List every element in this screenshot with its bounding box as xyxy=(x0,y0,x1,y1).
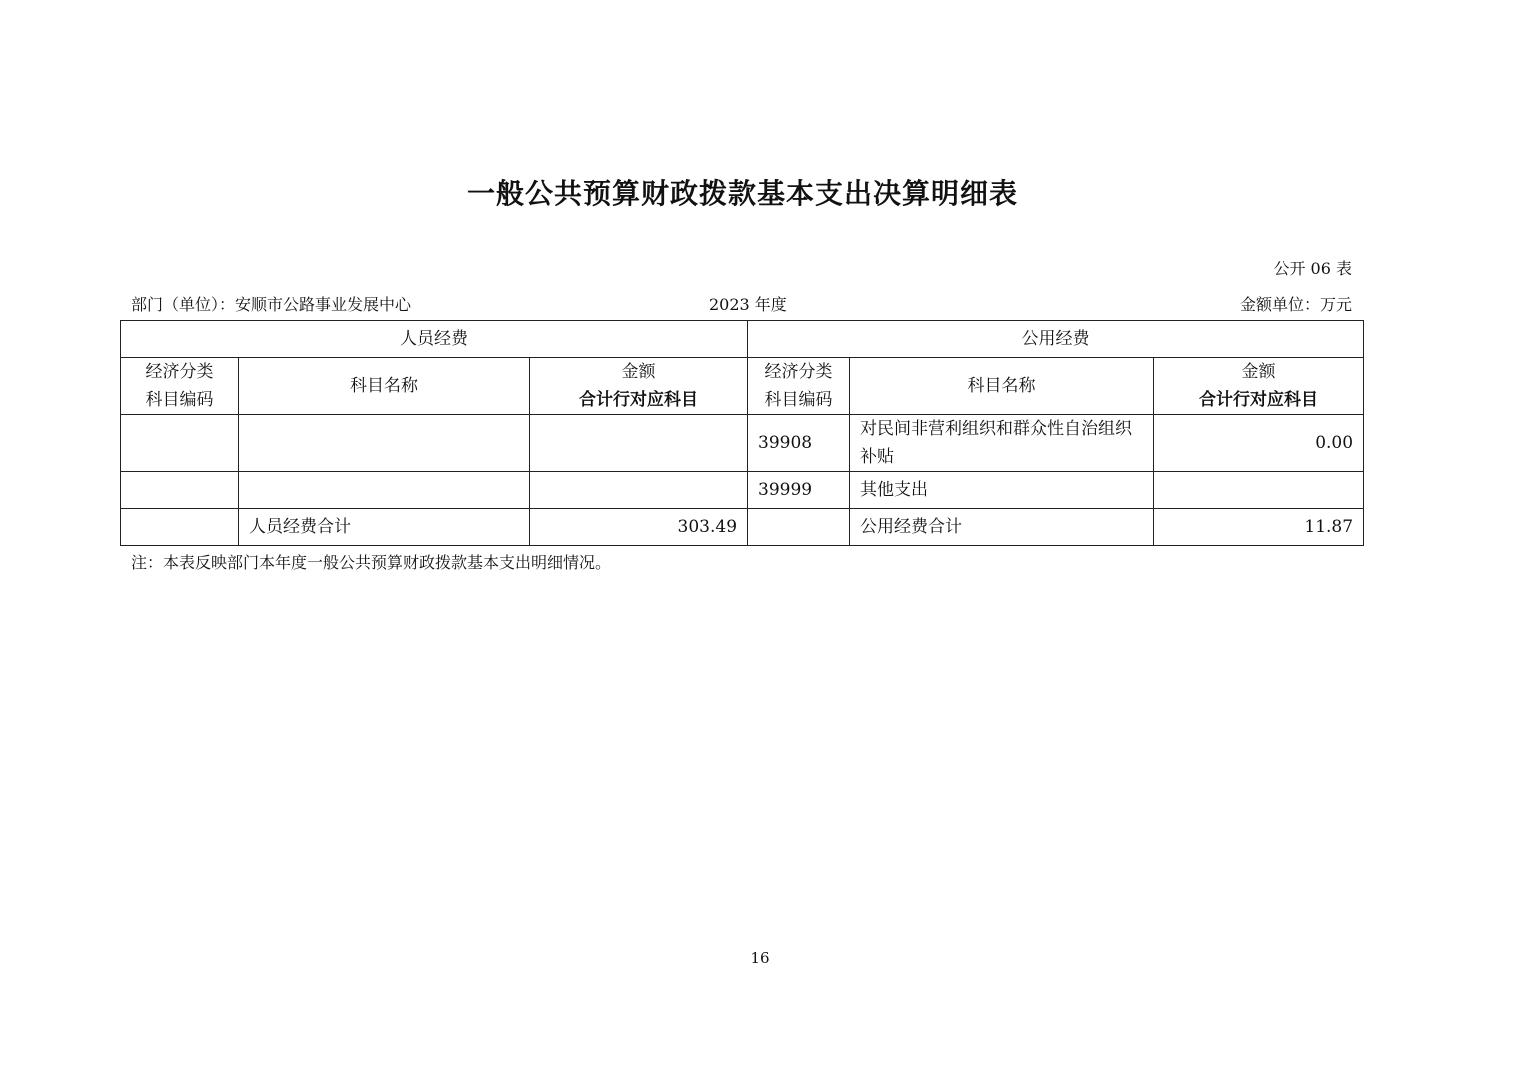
personnel-amount-header xyxy=(530,358,748,415)
personnel-total-label: 人员经费合计 xyxy=(239,509,530,546)
page-number: 16 xyxy=(750,949,770,967)
code-header-line1: 经济分类 xyxy=(145,362,214,382)
code-header-line2: 科目编码 xyxy=(145,390,214,410)
personnel-amount-cell xyxy=(530,472,748,509)
personnel-code-header xyxy=(121,358,239,415)
personnel-name-cell xyxy=(239,472,530,509)
personnel-amount-cell xyxy=(530,415,748,472)
personnel-name-header: 科目名称 xyxy=(239,358,530,415)
fiscal-year-label: 2023 年度 xyxy=(709,295,787,314)
public-total-amount: 11.87 xyxy=(1154,509,1364,546)
amount-unit-label: 金额单位：万元 xyxy=(1239,295,1352,314)
amount-header-line2: 合计行对应科目 xyxy=(579,390,699,410)
public-code-header xyxy=(748,358,850,415)
personnel-total-amount: 303.49 xyxy=(530,509,748,546)
code-header-line1: 经济分类 xyxy=(764,362,833,382)
form-number: 公开 06 表 xyxy=(1273,259,1352,278)
department-label: 部门（单位）：安顺市公路事业发展中心 xyxy=(131,295,412,314)
page-title: 一般公共预算财政拨款基本支出决算明细表 xyxy=(466,177,1018,210)
group-header-row xyxy=(121,321,1364,358)
public-total-label: 公用经费合计 xyxy=(850,509,1154,546)
code-header-line2: 科目编码 xyxy=(764,390,833,410)
personnel-name-cell xyxy=(239,415,530,472)
public-name-header: 科目名称 xyxy=(850,358,1154,415)
public-amount-cell: 0.00 xyxy=(1154,415,1364,472)
table-row xyxy=(121,415,1364,472)
public-name-cell: 其他支出 xyxy=(850,472,1154,509)
table-row xyxy=(121,472,1364,509)
public-amount-cell xyxy=(1154,472,1364,509)
amount-header-line2: 合计行对应科目 xyxy=(1199,390,1319,410)
budget-table xyxy=(120,320,1364,546)
public-amount-header xyxy=(1154,358,1364,415)
public-expense-header: 公用经费 xyxy=(748,321,1364,358)
public-code-cell: 39999 xyxy=(748,472,850,509)
personnel-code-cell xyxy=(121,472,239,509)
amount-header-line1: 金额 xyxy=(1241,362,1276,382)
totals-row xyxy=(121,509,1364,546)
amount-header-line1: 金额 xyxy=(621,362,656,382)
personnel-total-code-cell xyxy=(121,509,239,546)
public-total-code-cell xyxy=(748,509,850,546)
public-name-cell: 对民间非营利组织和群众性自治组织补贴 xyxy=(850,415,1154,472)
column-header-row xyxy=(121,358,1364,415)
table-note: 注：本表反映部门本年度一般公共预算财政拨款基本支出明细情况。 xyxy=(131,553,612,572)
personnel-code-cell xyxy=(121,415,239,472)
personnel-expense-header: 人员经费 xyxy=(121,321,748,358)
public-code-cell: 39908 xyxy=(748,415,850,472)
